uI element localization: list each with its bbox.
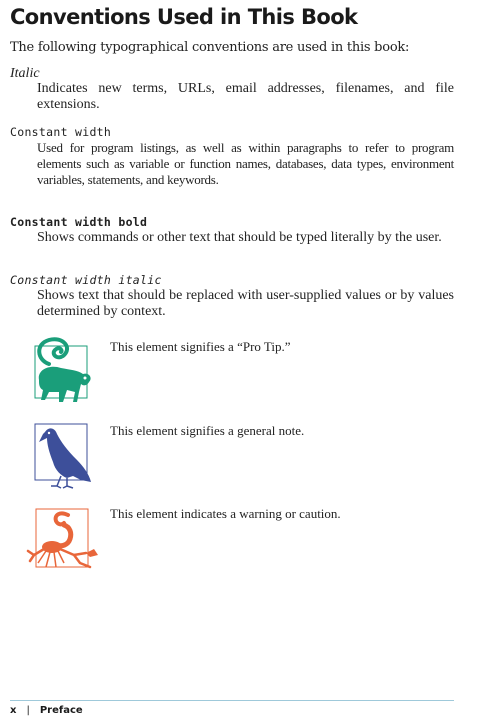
term-italic: Italic: [10, 66, 40, 81]
section-name: Preface: [39, 705, 83, 716]
definition-italic: Indicates new terms, URLs, email addresses, filenames, and file extensions.: [37, 81, 454, 112]
lemur-tip-icon: [27, 334, 97, 406]
scorpion-warning-icon: [24, 505, 104, 573]
term-constant-width: Constant width: [10, 125, 112, 139]
book-page: [10, 0, 454, 720]
pro-tip-text: This element signifies a “Pro Tip.”: [110, 339, 291, 354]
warning-text: This element indicates a warning or caution.: [110, 506, 341, 521]
section-heading: Conventions Used in This Book: [10, 5, 358, 29]
footer-separator: |: [26, 705, 30, 716]
definition-constant-width-bold: Shows commands or other text that should be typed literally by the user.: [37, 230, 442, 245]
definition-constant-width: Used for program listings, as well as within paragraphs to refer to program elements such as variable or function names, databases, data types, environment variables, statements, and keywords.: [37, 140, 454, 187]
page-number: x: [10, 705, 17, 716]
page-footer: [10, 705, 83, 716]
term-constant-width-bold: Constant width bold: [10, 215, 148, 229]
note-text: This element signifies a general note.: [110, 423, 305, 438]
crow-note-icon: [27, 420, 97, 490]
term-constant-width-italic: Constant width italic: [10, 273, 162, 287]
intro-paragraph: The following typographical conventions are used in this book:: [10, 40, 410, 55]
footer-rule: [10, 700, 454, 701]
definition-constant-width-italic: Shows text that should be replaced with user-supplied values or by values determined by context.: [37, 288, 454, 319]
